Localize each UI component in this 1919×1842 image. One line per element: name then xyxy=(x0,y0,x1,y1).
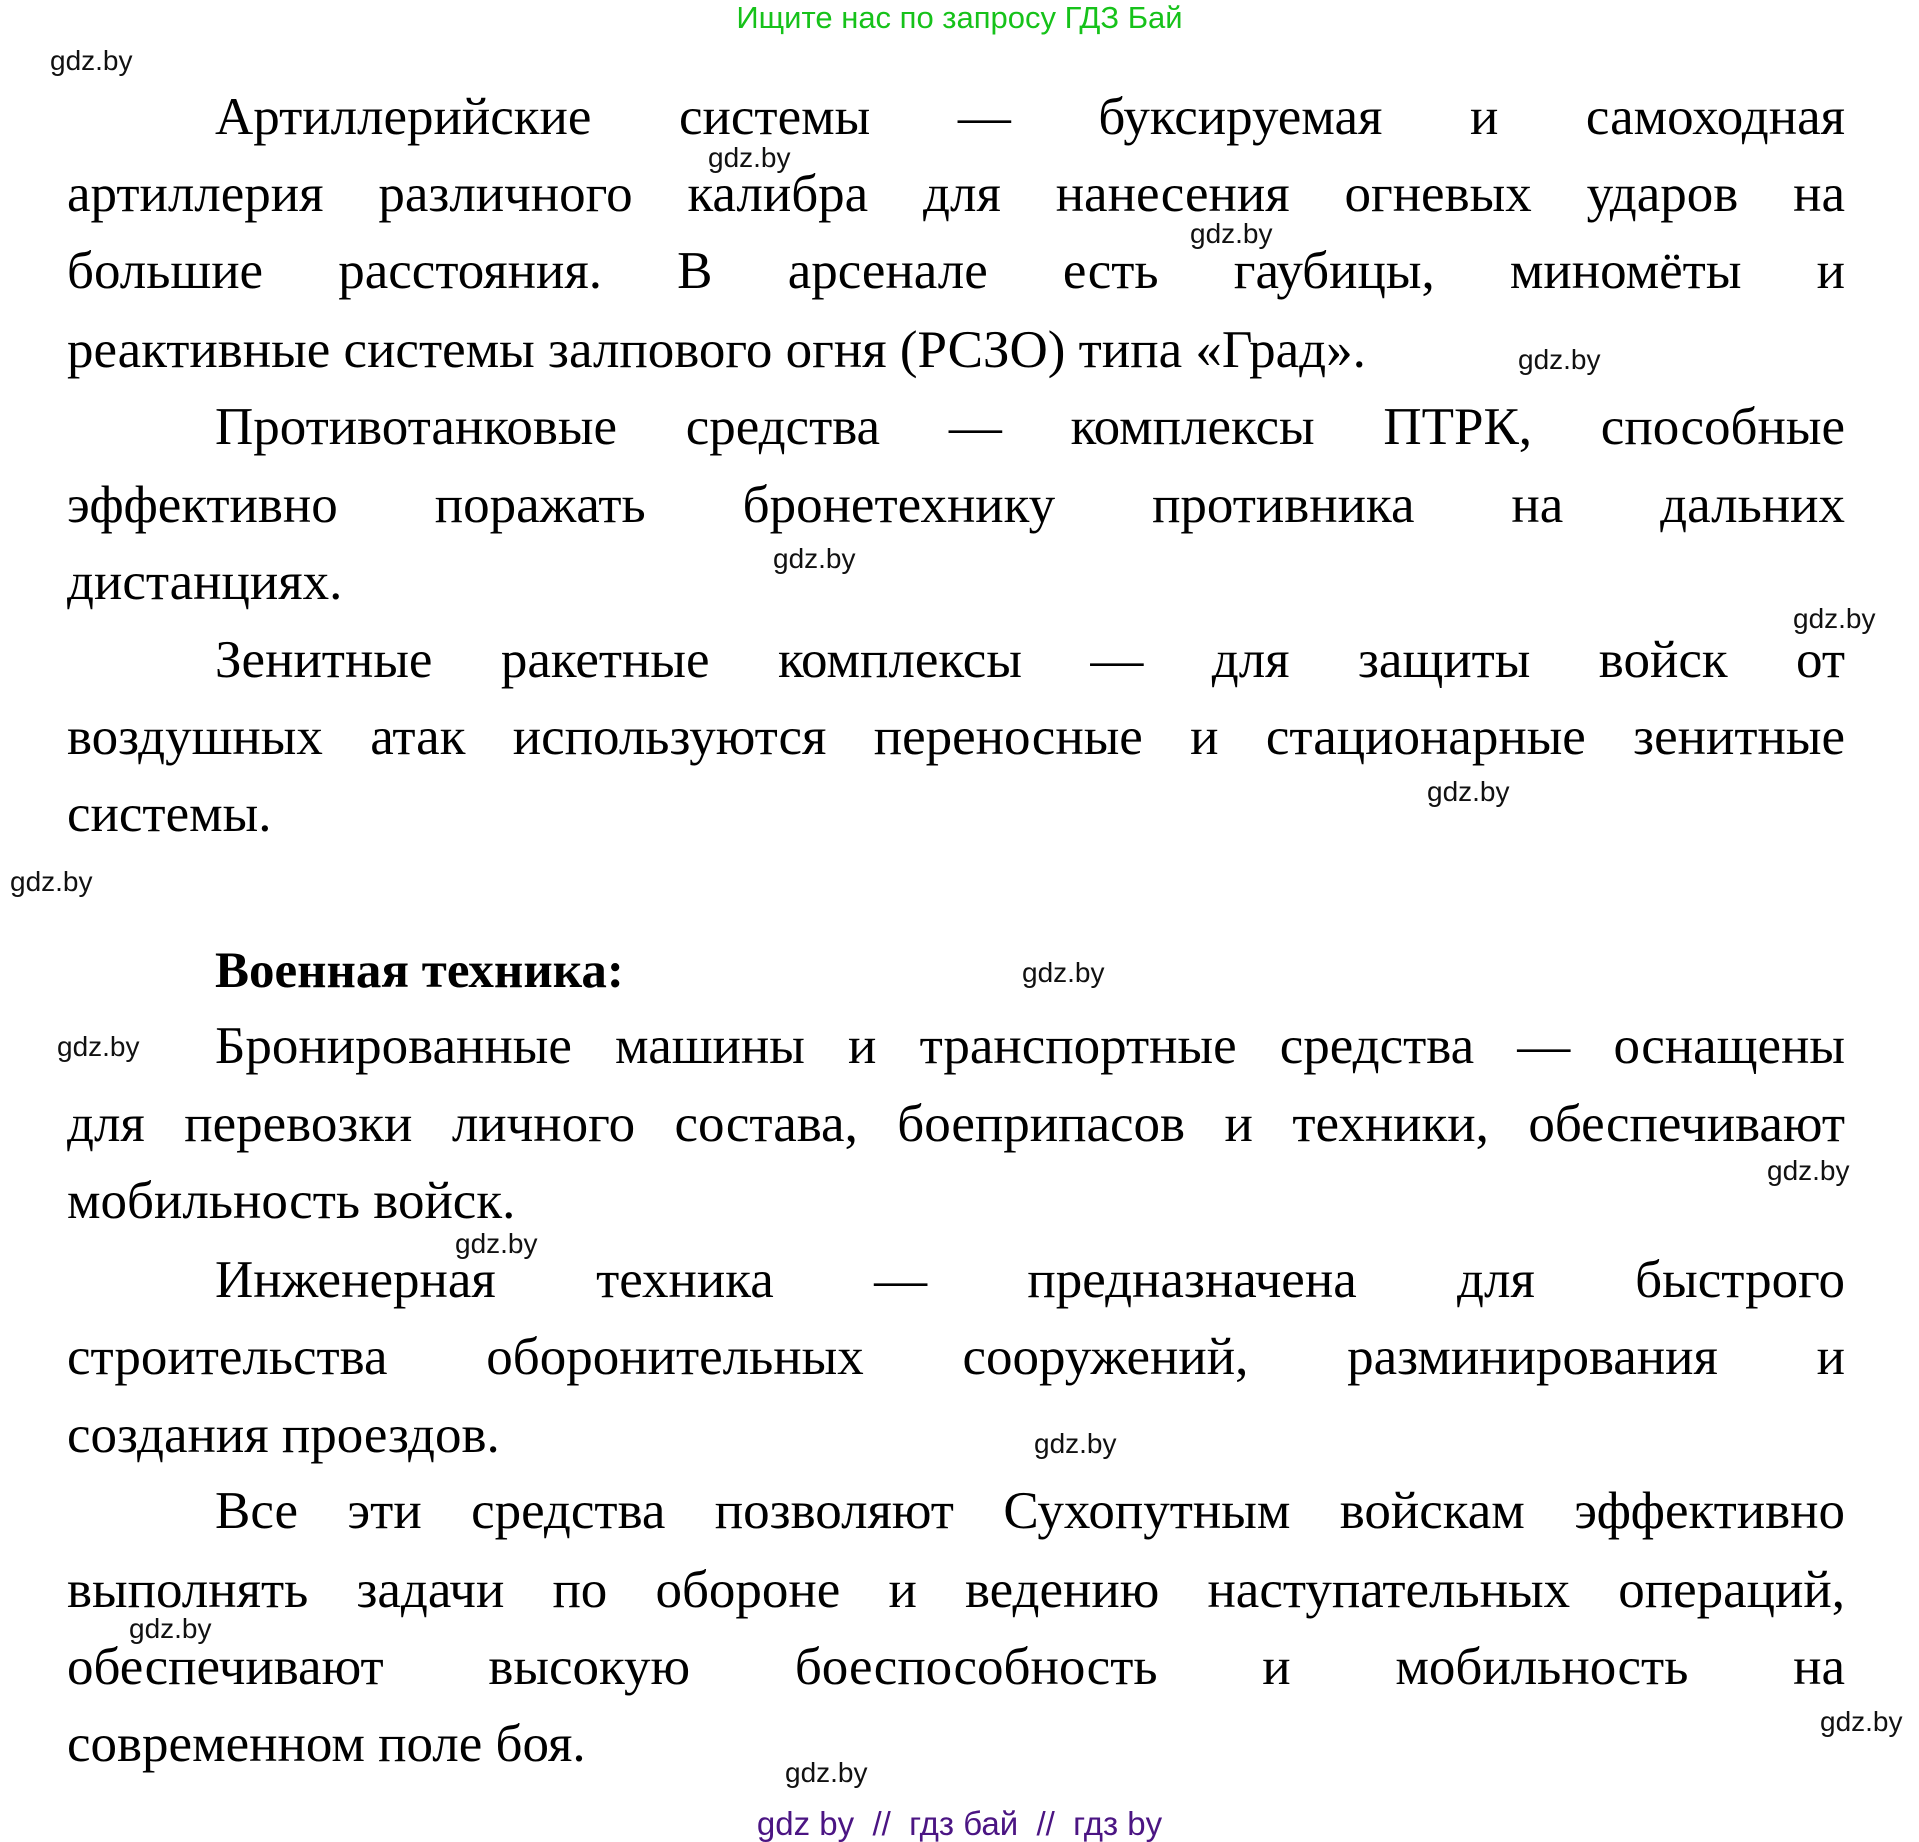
text-line: Инженерная техника — предназначена для быстрого xyxy=(215,1251,1845,1309)
watermark: gdz.by xyxy=(129,1613,212,1644)
text-line: реактивные системы залпового огня (РСЗО) типа «Град». xyxy=(67,321,1366,379)
text-line: Артиллерийские системы — буксируемая и самоходная xyxy=(215,88,1845,146)
watermark: gdz.by xyxy=(10,866,93,897)
watermark: gdz.by xyxy=(1767,1155,1850,1186)
watermark: gdz.by xyxy=(1820,1706,1903,1737)
watermark: gdz.by xyxy=(1427,776,1510,807)
text-line: эффективно поражать бронетехнику противника на дальних xyxy=(67,476,1845,534)
text-line: выполнять задачи по обороне и ведению наступательных операций, xyxy=(67,1561,1845,1619)
text-line: обеспечивают высокую боеспособность и мобильность на xyxy=(67,1638,1845,1696)
watermark: gdz.by xyxy=(708,142,791,173)
footer-links: gdz by // гдз бай // гдз by xyxy=(756,1805,1163,1842)
text-line: дистанциях. xyxy=(67,553,343,611)
watermark: gdz.by xyxy=(57,1031,140,1062)
watermark: gdz.by xyxy=(1034,1428,1117,1459)
watermark: gdz.by xyxy=(455,1228,538,1259)
watermark: gdz.by xyxy=(1793,603,1876,634)
watermark: gdz.by xyxy=(773,543,856,574)
text-line: артиллерия различного калибра для нанесения огневых ударов на xyxy=(67,165,1845,223)
text-line: воздушных атак используются переносные и стационарные зенитные xyxy=(67,708,1845,766)
text-line: для перевозки личного состава, боеприпасов и техники, обеспечивают xyxy=(67,1095,1845,1153)
text-line: создания проездов. xyxy=(67,1406,500,1464)
text-line: строительства оборонительных сооружений, разминирования и xyxy=(67,1328,1845,1386)
watermark: gdz.by xyxy=(1190,218,1273,249)
watermark: gdz.by xyxy=(50,45,133,76)
text-line: Бронированные машины и транспортные средства — оснащены xyxy=(215,1017,1845,1075)
watermark: gdz.by xyxy=(785,1757,868,1788)
text-line: современном поле боя. xyxy=(67,1715,586,1773)
watermark: gdz.by xyxy=(1518,344,1601,375)
watermark: gdz.by xyxy=(1022,957,1105,988)
text-line: большие расстояния. В арсенале есть гаубицы, миномёты и xyxy=(67,242,1845,300)
text-line: Все эти средства позволяют Сухопутным войскам эффективно xyxy=(215,1482,1845,1540)
text-line: Противотанковые средства — комплексы ПТРК, способные xyxy=(215,398,1845,456)
section-heading: Военная техника: xyxy=(215,943,624,999)
text-line: системы. xyxy=(67,785,272,843)
search-banner: Ищите нас по запросу ГДЗ Бай xyxy=(736,0,1183,35)
text-line: мобильность войск. xyxy=(67,1172,516,1230)
text-line: Зенитные ракетные комплексы — для защиты войск от xyxy=(215,631,1845,689)
